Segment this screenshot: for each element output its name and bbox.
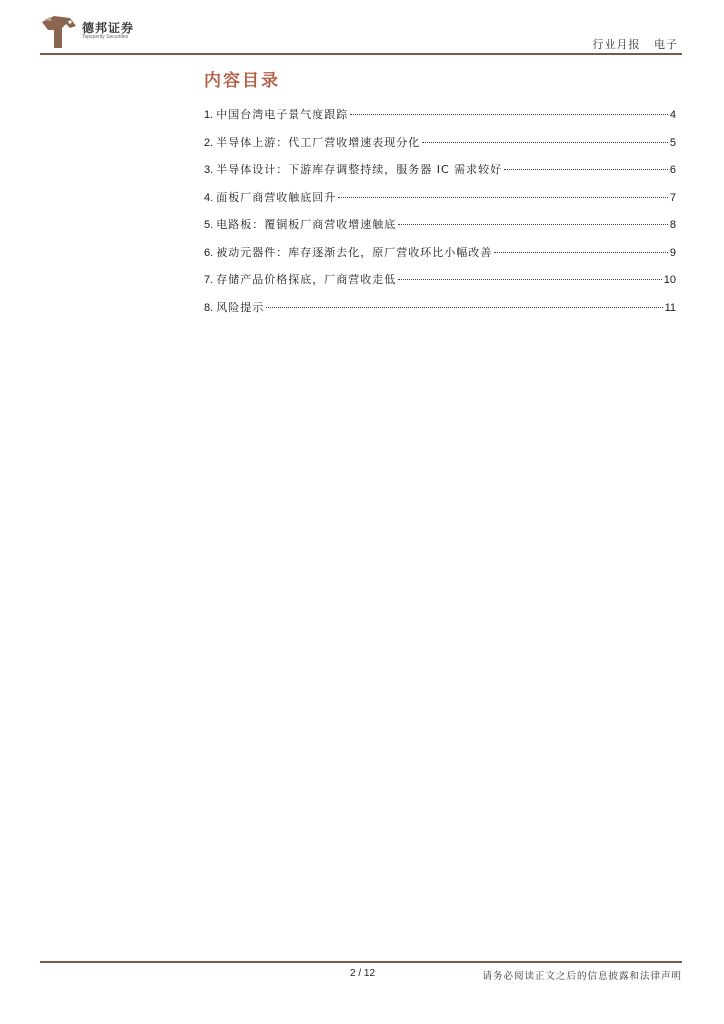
toc-entry-label: 风险提示 — [216, 300, 265, 314]
page-indicator: 2 / 12 — [350, 968, 376, 979]
toc-entry-page: 5 — [669, 136, 676, 149]
toc-entry-number: 8. — [204, 301, 217, 314]
toc-entry-number: 1. — [204, 109, 217, 121]
toc-dot-leader — [398, 279, 662, 280]
toc-entry-number: 5. — [204, 219, 217, 231]
toc-entry-label: 半导体上游：代工厂营收增速表现分化 — [216, 135, 421, 149]
toc-entry-label: 电路板：覆铜板厂商营收增速触底 — [216, 218, 397, 231]
header-divider — [40, 53, 682, 55]
toc-entry-number: 4. — [204, 191, 217, 204]
toc-entry[interactable] — [204, 271, 676, 299]
toc-entry[interactable] — [204, 299, 676, 327]
toc-title: 内容目录 — [204, 71, 280, 91]
toc-entry-page: 6 — [669, 164, 676, 176]
toc-entry-number: 6. — [204, 246, 217, 259]
toc-entry-page: 8 — [669, 219, 676, 231]
toc-entry-number: 7. — [204, 274, 217, 286]
toc-entry[interactable] — [204, 189, 676, 217]
toc-entry-page: 4 — [669, 109, 676, 121]
toc-entry-label: 中国台湾电子景气度跟踪 — [216, 108, 349, 121]
toc-entry-number: 3. — [204, 164, 217, 176]
footer-divider — [40, 961, 682, 963]
toc-dot-leader — [398, 224, 668, 225]
toc-entry-label: 面板厂商营收触底回升 — [216, 190, 337, 204]
toc-dot-leader — [494, 252, 668, 253]
toc-entry-page: 11 — [664, 301, 676, 314]
toc-entry[interactable] — [204, 161, 676, 189]
sector-name: 电子 — [654, 38, 678, 51]
toc-dot-leader — [266, 307, 662, 308]
toc-dot-leader — [338, 197, 668, 198]
toc-entry-page: 10 — [663, 274, 676, 286]
toc-dot-leader — [350, 114, 668, 115]
toc-entry[interactable] — [204, 106, 676, 134]
company-name-english: Topsperity Securities — [82, 34, 129, 40]
company-logo-icon — [40, 14, 78, 50]
report-category — [593, 36, 679, 52]
toc-entry-label: 存储产品价格探底，厂商营收走低 — [216, 273, 397, 286]
toc-entry[interactable] — [204, 216, 676, 244]
table-of-contents — [204, 106, 676, 326]
company-name: 德邦证券 — [82, 21, 135, 35]
page-header — [40, 14, 682, 56]
toc-entry-label: 被动元器件：库存逐渐去化，原厂营收环比小幅改善 — [216, 245, 493, 259]
legal-disclaimer: 请务必阅读正文之后的信息披露和法律声明 — [482, 971, 682, 982]
toc-entry[interactable] — [204, 244, 676, 272]
toc-dot-leader — [504, 169, 668, 170]
toc-entry-label: 半导体设计：下游库存调整持续，服务器 IC 需求较好 — [216, 163, 503, 176]
toc-dot-leader — [422, 142, 668, 143]
toc-entry-page: 9 — [669, 246, 676, 259]
report-type: 行业月报 — [592, 38, 641, 51]
toc-entry[interactable] — [204, 134, 676, 162]
toc-entry-number: 2. — [204, 136, 217, 149]
toc-entry-page: 7 — [669, 191, 676, 204]
